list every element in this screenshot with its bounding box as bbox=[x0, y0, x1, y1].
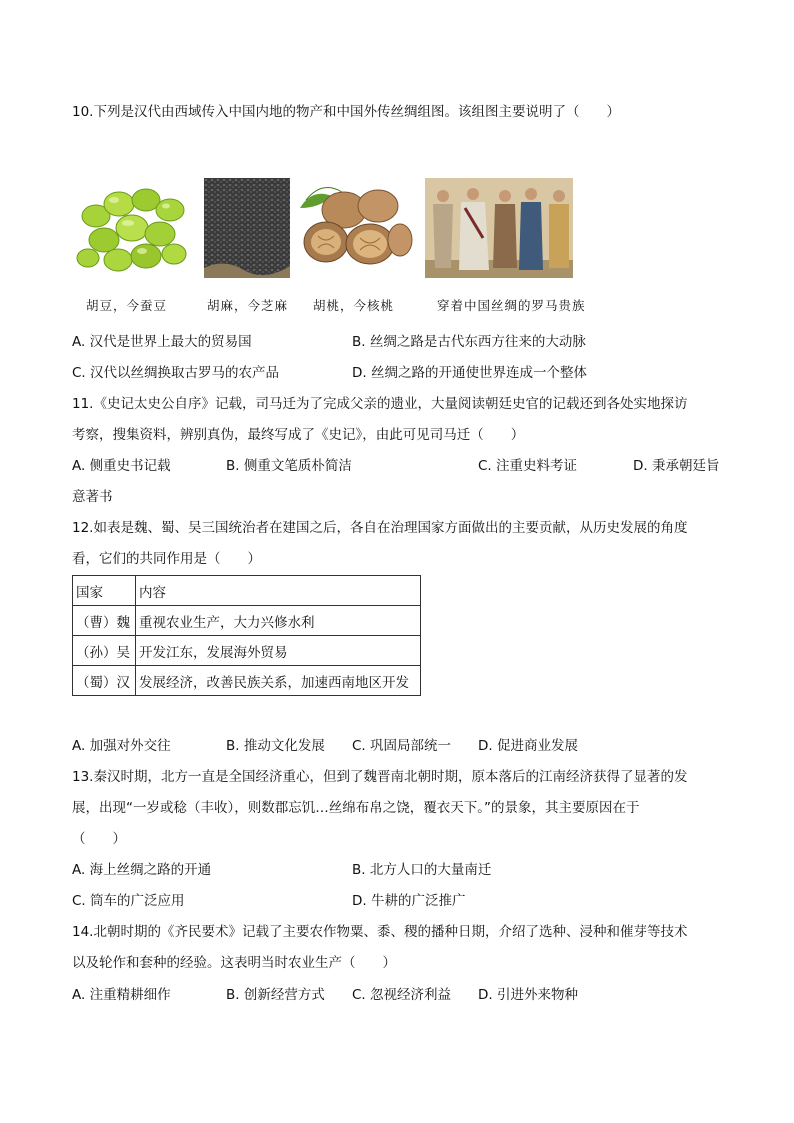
q11-stem-line1: 11.《史记太史公自序》记载，司马迁为了完成父亲的遗业，大量阅读朝廷史官的记载还到各处实地探访 bbox=[72, 396, 688, 412]
q10-option-c: C. 汉代以丝绸换取古罗马的农产品 bbox=[72, 365, 280, 381]
table-header-row bbox=[73, 576, 421, 606]
table-row bbox=[73, 606, 421, 636]
q11-option-b: B. 侧重文笔质朴简洁 bbox=[226, 458, 352, 474]
q14-option-b: B. 创新经营方式 bbox=[226, 987, 325, 1003]
q10-option-b: B. 丝绸之路是古代东西方往来的大动脉 bbox=[352, 334, 586, 350]
q14-option-c: C. 忽视经济利益 bbox=[352, 987, 452, 1003]
q11-option-d-wrap: 意著书 bbox=[72, 489, 113, 505]
q10-option-a: A. 汉代是世界上最大的贸易国 bbox=[72, 334, 252, 350]
q12-option-b: B. 推动文化发展 bbox=[226, 738, 325, 754]
q14-stem-line2: 以及轮作和套种的经验。这表明当时农业生产（ ） bbox=[72, 955, 396, 971]
table-cell-content: 开发江东，发展海外贸易 bbox=[136, 636, 421, 666]
q13-option-b: B. 北方人口的大量南迁 bbox=[352, 862, 492, 878]
q12-table bbox=[72, 575, 421, 696]
q14-option-a: A. 注重精耕细作 bbox=[72, 987, 171, 1003]
table-cell-content: 发展经济，改善民族关系，加速西南地区开发 bbox=[136, 666, 421, 696]
q11-option-a: A. 侧重史书记载 bbox=[72, 458, 171, 474]
q12-option-c: C. 巩固局部统一 bbox=[352, 738, 452, 754]
table-cell-country: （曹）魏 bbox=[73, 606, 136, 636]
sesame-photo bbox=[204, 178, 290, 278]
q13-stem-line3: （ ） bbox=[72, 831, 126, 847]
table-cell-country: （蜀）汉 bbox=[73, 666, 136, 696]
caption-walnut: 胡桃，今核桃 bbox=[313, 298, 395, 313]
table-cell-country: （孙）吴 bbox=[73, 636, 136, 666]
q12-option-a: A. 加强对外交往 bbox=[72, 738, 171, 754]
q10-option-d: D. 丝绸之路的开通使世界连成一个整体 bbox=[352, 365, 587, 381]
q12-stem-line1: 12.如表是魏、蜀、吴三国统治者在建国之后，各自在治理国家方面做出的主要贡献，从历史发展的角度 bbox=[72, 520, 688, 536]
q11-stem-line2: 考察，搜集资料，辨别真伪，最终写成了《史记》，由此可见司马迁（ ） bbox=[72, 427, 525, 443]
table-row bbox=[73, 666, 421, 696]
q13-stem-line2: 展，出现“一岁或稔（丰收），则数郡忘饥…丝绵布帛之饶，覆衣天下。”的景象，其主要原因在于 bbox=[72, 800, 640, 816]
q10-stem: 10.下列是汉代由西域传入中国内地的物产和中国外传丝绸组图。该组图主要说明了（ ） bbox=[72, 104, 620, 120]
caption-broad-bean: 胡豆，今蚕豆 bbox=[86, 298, 168, 313]
q13-stem-line1: 13.秦汉时期，北方一直是全国经济重心，但到了魏晋南北朝时期，原本落后的江南经济获得了显著的发 bbox=[72, 769, 688, 785]
caption-sesame: 胡麻，今芝麻 bbox=[207, 298, 289, 313]
roman-nobles-photo bbox=[425, 178, 573, 278]
q13-option-d: D. 牛耕的广泛推广 bbox=[352, 893, 466, 909]
q12-option-d: D. 促进商业发展 bbox=[478, 738, 578, 754]
q14-stem-line1: 14.北朝时期的《齐民要术》记载了主要农作物粟、黍、稷的播种日期，介绍了选种、浸种和催芽等技术 bbox=[72, 924, 688, 940]
walnut-photo bbox=[292, 178, 414, 278]
table-header-country: 国家 bbox=[73, 576, 136, 606]
q14-option-d: D. 引进外来物种 bbox=[478, 987, 578, 1003]
caption-roman-nobles: 穿着中国丝绸的罗马贵族 bbox=[437, 298, 586, 313]
q11-option-c: C. 注重史料考证 bbox=[478, 458, 578, 474]
broad-bean-photo bbox=[74, 178, 192, 278]
table-row bbox=[73, 636, 421, 666]
q13-option-a: A. 海上丝绸之路的开通 bbox=[72, 862, 212, 878]
q12-stem-line2: 看，它们的共同作用是（ ） bbox=[72, 551, 261, 567]
q11-option-d: D. 秉承朝廷旨 bbox=[633, 458, 720, 474]
table-cell-content: 重视农业生产，大力兴修水利 bbox=[136, 606, 421, 636]
q13-option-c: C. 筒车的广泛应用 bbox=[72, 893, 185, 909]
table-header-content: 内容 bbox=[136, 576, 421, 606]
